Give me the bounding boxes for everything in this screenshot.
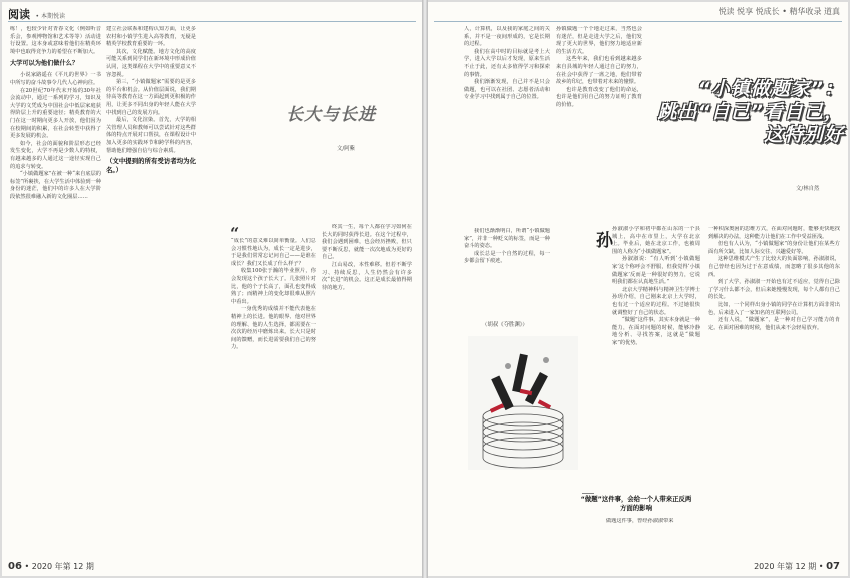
paragraph: 孙淑淑小学和初中都在山东的一个县城上，高中在市里上，大学在北京上。毕业后，她在北京工作，也被周围的人称为“小镇做题家”。: [612, 226, 700, 255]
quote-mark-icon: “: [230, 224, 240, 243]
feature-title: [618, 78, 844, 147]
page-number: 07: [826, 561, 840, 572]
illustration-caption: （胡叔《夺胜渊》）: [482, 322, 528, 328]
paragraph: “小镇做题家”在被一种“来自底层的标签”所裹挟，在大学生活中体验到一种身份的迷茫，他们中的许多人在大学阶段依然很难融入新的文化圈层……: [10, 171, 101, 200]
page-number: 06: [8, 561, 22, 572]
article-byline: 文/阿紫: [337, 146, 355, 152]
drop-cap: 孙: [596, 231, 613, 251]
left-column-1: [10, 26, 101, 554]
right-column-mid-tail: [596, 518, 700, 558]
lead-paragraph: 练！，也较少针对青春文化（例如听音乐会，参观博物馆和艺术等等）活动进行设置。这本身或意味着他们在精英环境中也取得竞争力的希望在不断加大。: [10, 26, 101, 55]
paragraph: 如今，社会的面貌和阶层形态已经发生变化，大学不再是少数人的特权，有越来越多的人通过这一途径实现自己的追求与转变。: [10, 140, 101, 170]
paragraph: 北京大学精神科与精神卫生学博士孙玥介绍，自己刚来北京上大学时，也有过一个适应的过程。不过她很快就调整好了自己的状态。: [612, 286, 700, 316]
header-rule: [8, 21, 416, 22]
magazine-brand: 阅读: [8, 8, 30, 21]
paragraph: 但也有人认为，“小镇做题家”的身份让他们在某些方面有所欠缺，比如人际交往、兴趣爱好等。: [708, 241, 840, 255]
right-column-end: [708, 226, 840, 556]
paragraph: 建立社会联系和建构认知方面，让更多农村和小镇学生进入高等教育，无疑是精英学校教育重要的一环。: [106, 26, 196, 48]
paragraph: 我们渐渐发现，自己并不是只会做题，也可以在社团、志愿者活动和专业学习中找到属于自己的位置。: [464, 79, 550, 101]
right-page: [428, 2, 848, 576]
header-rule: [434, 21, 842, 22]
section-label: • 本期悦读: [35, 13, 65, 20]
paragraph: 孙镇做题一个个地走过来，当然也会有迷茫，但是走进大学之后，他们发现了更大的世界，他们努力地适应新的生活方式。: [556, 26, 642, 55]
article-column-b: [322, 224, 412, 556]
paragraph: 做题这件事，曾经孙淑淑带来: [606, 518, 674, 524]
paragraph: “成长”的意义难以简单衡量。人们总会习惯性地认为，成长一定是进步，于是我们常常忘记问自己——是谁在成长？我们又长成了什么样子？: [231, 238, 316, 267]
feature-byline: 文/林自然: [796, 186, 820, 192]
paragraph: 第三，“小镇做题家”需要的是更多的平台和机会。从价值层面说，我们期待高等教育在这一方面起到更积极的作用，让更多不同出身的年轻人能在大学中找到自己的发展方向。: [106, 79, 196, 116]
paragraph: 一种积深奥困的思维方式，在面对问题时，能够更快地找到解决的办法，这种能力让他们在工作中受益匪浅。: [708, 226, 840, 240]
article-title: 长大与长进: [286, 105, 376, 125]
right-column-top-a2: [464, 228, 550, 308]
paragraph: 最后，文化渲染。首先，大学的相关管理人员和教师可以尝试针对这些群体的特点开展对口帮扶，在课程设计中加入更多的实践环节和跨学科的内容，帮助他们增强自信与综合素质。: [106, 117, 196, 154]
illustration: [468, 336, 578, 470]
paragraph: 终其一生，每个人都在学习如何在长大的同时获得长进。在这个过程中，我们会遇到困难，也会经历挫败，但只要不断反思，就能一次次地成为更好的自己。: [322, 224, 412, 261]
callout-quote: “做题”这件事，会给一个人带来正反两方面的影响: [580, 495, 692, 512]
paragraph: 也许是教育改变了他们的命运，也许是他们用自己的努力证明了教育的价值。: [556, 86, 642, 108]
paragraph: 这种思维模式产生了比较大的负面影响，孙淑淑说，自己曾经也因为过于在意成绩，而忽略了很多其他的东西。: [708, 256, 840, 278]
paragraph: 我们也渐渐明白，所谓“小镇做题家”，并非一种贬义的标签，而是一种奋斗的姿态。: [464, 228, 550, 250]
stacked-figure-illustration-icon: [468, 336, 578, 470]
section-heading: 大学可以为他们做什么？: [10, 60, 79, 68]
interviewee-note: （文中提到的所有受访者均为化名。）: [106, 157, 196, 175]
paragraph: 成长总是一个自然的过程，每一步都会留下痕迹。: [464, 250, 550, 265]
paragraph: 人，计算机，以及我的家庭之间的关系，并不是一夜间形成的，它是长期的过程。: [464, 26, 550, 48]
issue-label: • 2020 年第 12 期: [24, 562, 94, 571]
paragraph: 收集100张于瀚的毕业照片，你会发现这个孩子长大了。几张照片对比，他的个子长高了，面孔也变得成熟了；而精神上的变化却很难从照片中看出。: [231, 268, 316, 305]
paragraph: 在20世纪70年代末开始的30年社会流动中，通过一系列的学习，知识及大学的文凭成为中国社会中低层家庭获得阶层上升的重要途径；精英教育的大门在这一时期向更多人开放，他们因为在校期间的积累，在社会转型中获得了更多发展的机会。: [10, 87, 101, 140]
title-line-3: 这特别好: [763, 124, 844, 146]
paragraph: 我们在高中时的目标就是考上大学，进入大学以后才发现，原来生活不止于此，还有太多值得学习和探索的事情。: [464, 48, 550, 78]
callout-rule: [582, 493, 594, 494]
paragraph: 比如，一个同样出身小镇的同学在计算机方面非常出色，后来进入了一家知名的互联网公司。: [708, 301, 840, 316]
paragraph: 这些年来，我们也看到越来越多来自县城的年轻人通过自己的努力，在社会中获得了一席之地，他们带着故乡的印记，也带着对未来的憧憬。: [556, 56, 642, 86]
paragraph: 孙淑淑说：“有人听到‘小镇做题家’这个称呼会不舒服，但我觉得‘小镇做题家’反而是一种很好的努力，它说明我们都在认真地生活。”: [612, 256, 700, 286]
paragraph: 其次，文化赋能。地方文化的高度可能关系到同学们在新环境中形成价值认同，这类课程在大学中的重要意义不容忽视。: [106, 48, 196, 78]
issue-label: 2020 年第 12 期 •: [754, 562, 824, 571]
left-folio: [8, 561, 94, 572]
paragraph: 江山易改，本性难移。但若不断学习、持续反思，人生仍然会有许多次“长进”的机会。这正是成长最值得期待的地方。: [322, 261, 412, 291]
left-page: [2, 2, 422, 576]
paragraph: 一身优秀的成绩并不能代表他在精神上的长进。他的眼界、他对世界的理解、他的人生选择，都需要在一次次的经历中磨炼出来。长大只是时间的馈赠，而长进需要我们自己的努力。: [231, 306, 316, 351]
right-folio: [754, 561, 840, 572]
paragraph: “做题”这件事，其实本身就是一种能力，在面对问题的时候，能够冷静地分析、寻找答案，这就是“做题家”的优势。: [612, 317, 700, 346]
title-line-2: 跳出“自己”看自己，: [657, 101, 844, 123]
right-column-top-a: [464, 26, 550, 226]
right-column-mid: [612, 226, 700, 490]
right-header: [719, 6, 840, 20]
title-line-1: “小镇做题家”：: [697, 78, 844, 100]
paragraph: 小说家路遥在《平凡的世界》一书中所写的奋斗故事令几代人心神向往。: [10, 72, 101, 86]
paragraph: 到了大学，孙淑淑一开始也有过不适应，觉得自己除了学习什么都不会，但后来她慢慢发现，每个人都有自己的长处。: [708, 279, 840, 301]
left-column-2: [106, 26, 196, 554]
left-header: [8, 6, 65, 20]
header-tagline: 悦读 悦享 悦成长 • 精华收录 道真: [718, 7, 840, 16]
article-column-a: [231, 238, 316, 556]
paragraph: 还有人说，“做题家”，是一种对自己学习能力的肯定。在面对困难的时候，他们从来不会轻易放弃。: [708, 317, 840, 331]
